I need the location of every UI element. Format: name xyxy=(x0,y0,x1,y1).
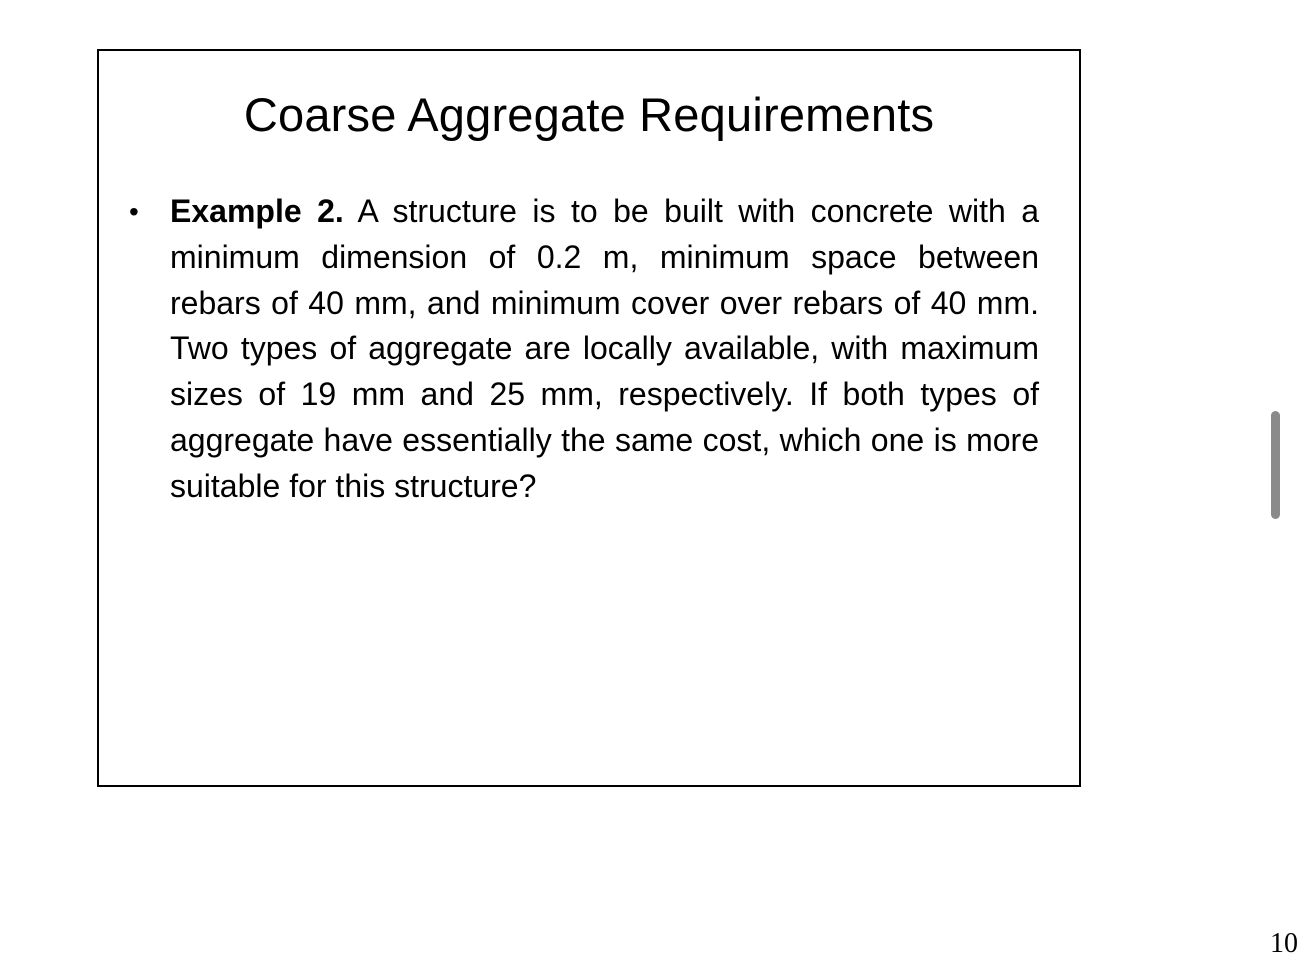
example-label: Example 2. xyxy=(170,193,344,229)
slide-frame xyxy=(97,49,1081,787)
bullet-item xyxy=(129,189,1039,510)
slide-title: Coarse Aggregate Requirements xyxy=(243,88,935,141)
example-text: A structure is to be built with concrete with a minimum dimension of 0.2 m, minimum space between rebars of 40 mm, and minimum cover over rebars of 40 mm. Two types of aggregate are locally available, with maximum sizes of 19 mm and 25 mm, respectively. If both types of aggregate have essentially the same cost, which one is more suitable for this structure? xyxy=(170,193,1040,504)
page-number: 10 xyxy=(1270,928,1298,959)
scrollbar-thumb[interactable] xyxy=(1271,411,1280,519)
bullet-dot-icon: • xyxy=(129,196,139,227)
bullet-list xyxy=(129,189,1039,510)
